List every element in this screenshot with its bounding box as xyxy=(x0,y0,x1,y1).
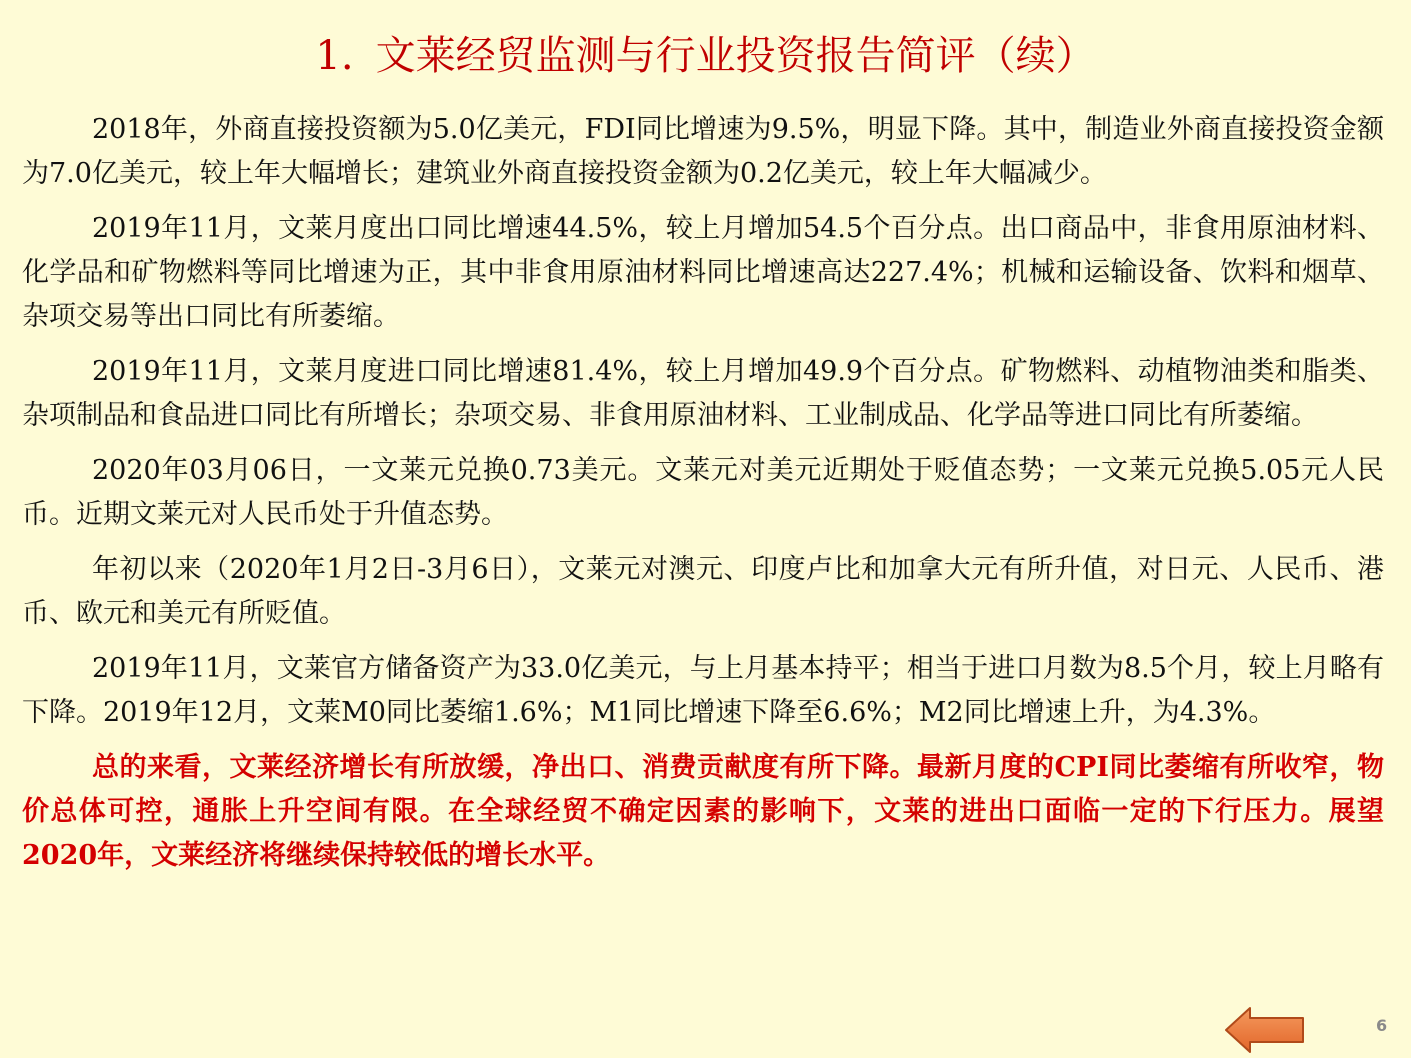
back-button[interactable] xyxy=(1224,1006,1306,1054)
slide-body xyxy=(22,108,1384,889)
paragraph-summary: 总的来看，文莱经济增长有所放缓，净出口、消费贡献度有所下降。最新月度的CPI同比萎缩有所收窄，物价总体可控，通胀上升空间有限。在全球经贸不确定因素的影响下，文莱的进出口面临一定的下行压力。展望2020年，文莱经济将继续保持较低的增长水平。 xyxy=(22,752,1384,871)
slide-title xyxy=(0,26,1411,86)
page-number: 6 xyxy=(1376,1016,1388,1035)
title-number: 1. xyxy=(315,33,354,79)
paragraph-exchange-rate: 2020年03月06日，一文莱元兑换0.73美元。文莱元对美元近期处于贬值态势；一文莱元兑换5.05元人民币。近期文莱元对人民币处于升值态势。 xyxy=(22,455,1384,530)
left-arrow-icon xyxy=(1224,1006,1306,1054)
paragraph-ytd-currency: 年初以来（2020年1月2日-3月6日），文莱元对澳元、印度卢比和加拿大元有所升值，对日元、人民币、港币、欧元和美元有所贬值。 xyxy=(22,554,1384,629)
title-text: 文莱经贸监测与行业投资报告简评（续） xyxy=(375,33,1096,79)
paragraph-imports: 2019年11月，文莱月度进口同比增速81.4%，较上月增加49.9个百分点。矿物燃料、动植物油类和脂类、杂项制品和食品进口同比有所增长；杂项交易、非食用原油材料、工业制成品、化学品等进口同比有所萎缩。 xyxy=(22,356,1384,431)
paragraph-reserves: 2019年11月，文莱官方储备资产为33.0亿美元，与上月基本持平；相当于进口月数为8.5个月，较上月略有下降。2019年12月，文莱M0同比萎缩1.6%；M1同比增速下降至6.6%；M2同比增速上升，为4.3%。 xyxy=(22,653,1384,728)
paragraph-fdi: 2018年，外商直接投资额为5.0亿美元，FDI同比增速为9.5%，明显下降。其中，制造业外商直接投资金额为7.0亿美元，较上年大幅增长；建筑业外商直接投资金额为0.2亿美元，较上年大幅减少。 xyxy=(22,114,1384,189)
paragraph-exports: 2019年11月，文莱月度出口同比增速44.5%，较上月增加54.5个百分点。出口商品中，非食用原油材料、化学品和矿物燃料等同比增速为正，其中非食用原油材料同比增速高达227.4%；机械和运输设备、饮料和烟草、杂项交易等出口同比有所萎缩。 xyxy=(22,213,1384,332)
